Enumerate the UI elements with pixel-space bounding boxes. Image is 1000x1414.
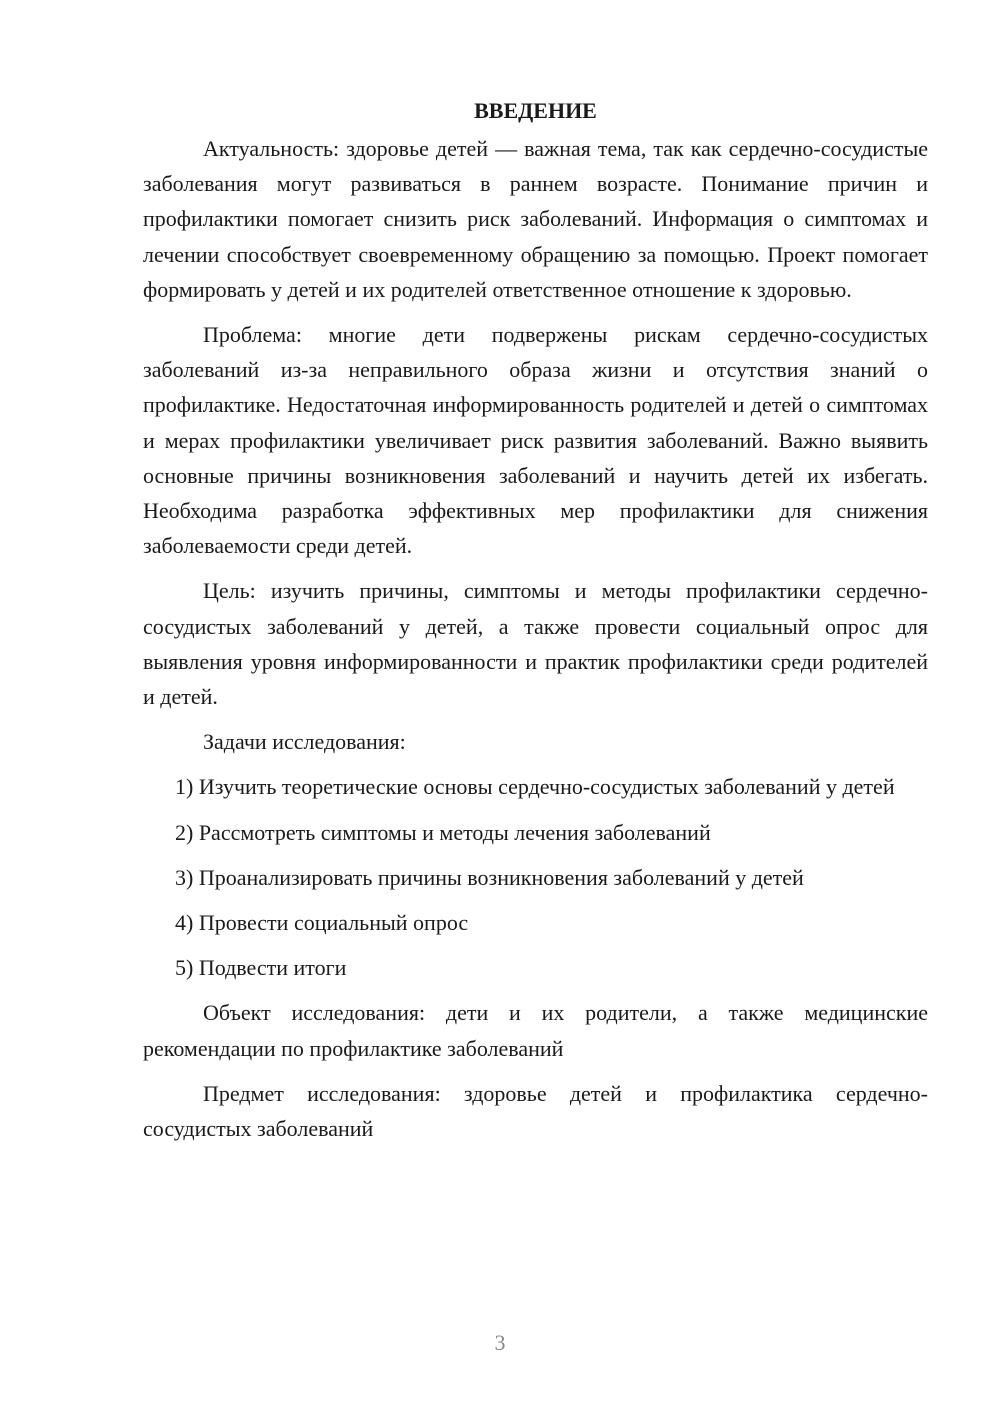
task-item: 5) Подвести итоги [175,955,347,981]
task-item: 3) Проанализировать причины возникновения заболеваний у детей [175,864,804,890]
subject-paragraph: Предмет исследования: здоровье детей и профилактика сердечно-сосудистых заболеваний [143,1080,928,1142]
goal-paragraph: Цель: изучить причины, симптомы и методы профилактики сердечно-сосудистых заболеваний у детей, а также провести социальный опрос для выявления уровня информированности и практик профилактики среди родителей и детей. [143,578,928,710]
relevance-paragraph: Актуальность: здоровье детей — важная тема, так как сердечно-сосудистые заболевания могут развиваться в раннем возрасте. Понимание причин и профилактики помогает снизить риск заболеваний. Информация о симптомах и лечении способствует своевременному обращению за помощью. Проект помогает формировать у детей и их родителей ответственное отношение к здоровью. [143,136,928,302]
section-title: ВВЕДЕНИЕ [474,98,597,123]
tasks-heading: Задачи исследования: [203,729,406,755]
task-item: 4) Провести социальный опрос [175,910,469,936]
object-paragraph: Объект исследования: дети и их родители, а также медицинские рекомендации по профилактике заболеваний [143,1000,928,1061]
problem-paragraph: Проблема: многие дети подвержены рискам сердечно-сосудистых заболеваний из-за неправильного образа жизни и отсутствия знаний о профилактике. Недостаточная информированность родителей и детей о симптомах и мерах профилактики увеличивает риск развития заболеваний. Важно выявить основные причины возникновения заболеваний и научить детей их избегать. Необходима разработка эффективных мер профилактики для снижения заболеваемости среди детей. [143,322,928,559]
task-item: 2) Рассмотреть симптомы и методы лечения заболеваний [175,819,711,845]
task-item: 1) Изучить теоретические основы сердечно-сосудистых заболеваний у детей [175,774,895,800]
page-number: 3 [494,1330,506,1355]
document-page [143,93,928,1156]
